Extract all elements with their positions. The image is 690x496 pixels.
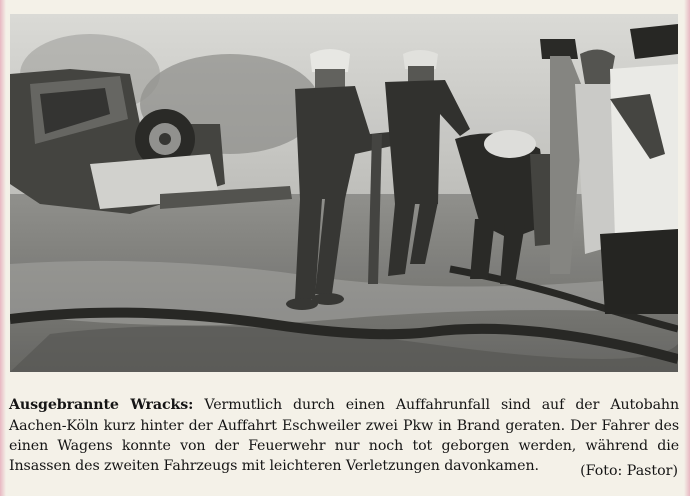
burned-car-wreck-photo-icon [10,14,678,372]
photo-caption [9,395,679,477]
caption-lead: Ausgebrannte Wracks: [9,397,194,414]
paper-edge-left [0,0,6,496]
news-photo [10,14,678,372]
caption-body: Vermutlich durch einen Auffahrunfall sind auf der Autobahn Aachen-Köln kurz hinter der Auffahrt Eschweiler zwei Pkw in Brand geraten. Der Fahrer des einen Wagens konnte von der Feuerwehr nur noch tot geborgen werden, während die Insassen des zweiten Fahrzeugs mit leichteren Verletzungen davonkamen. [9,397,679,475]
photo-credit: (Foto: Pastor) [580,463,678,479]
paper-edge-right [684,0,690,496]
